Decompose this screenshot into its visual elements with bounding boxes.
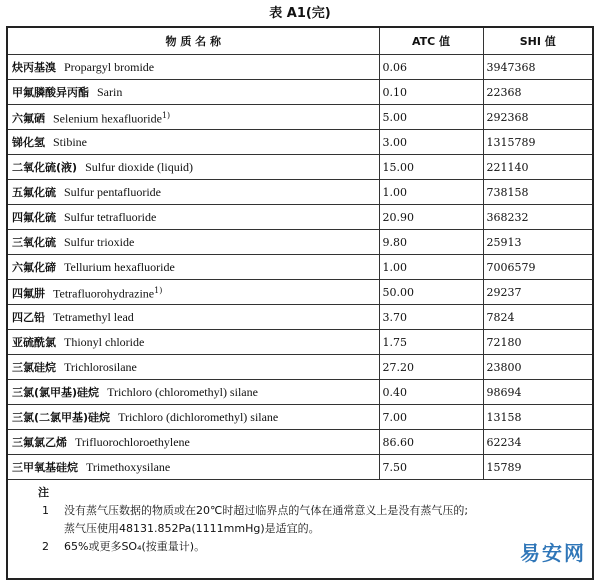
table-row — [7, 105, 593, 130]
substance-name-cell — [7, 80, 379, 105]
substance-name-en: Propargyl bromide — [64, 59, 155, 74]
note-1-text: 没有蒸气压数据的物质或在20℃时超过临界点的气体在通常意义上是没有蒸气压的; — [64, 504, 469, 517]
shi-value: 368232 — [483, 205, 593, 230]
footnote-marker: 1) — [161, 110, 171, 120]
substance-name-cn: 锑化氢 — [12, 135, 45, 149]
table-title: 表 A1(完) — [269, 6, 331, 21]
atc-value: 1.75 — [379, 330, 483, 355]
footnote-marker: 1) — [154, 285, 163, 295]
substance-name-cn: 三甲氧基硅烷 — [12, 460, 78, 474]
table-row — [7, 330, 593, 355]
shi-value: 292368 — [483, 105, 593, 130]
substance-name-cn: 六氟硒 — [12, 112, 45, 126]
substance-name-cell — [7, 230, 379, 255]
substance-name-cn: 四氟肼 — [12, 287, 45, 301]
atc-value: 50.00 — [379, 280, 483, 305]
shi-value: 738158 — [483, 180, 593, 205]
substance-name-en: Trifluorochloroethylene — [75, 434, 190, 449]
table-header-row — [7, 27, 593, 55]
substance-name-cn: 五氟化硫 — [12, 185, 56, 199]
atc-value: 20.90 — [379, 205, 483, 230]
shi-value: 221140 — [483, 155, 593, 180]
table-row — [7, 430, 593, 455]
atc-value: 7.50 — [379, 455, 483, 480]
substance-name-cell — [7, 355, 379, 380]
substance-name-en: Sulfur dioxide (liquid) — [85, 159, 194, 174]
shi-value: 3947368 — [483, 55, 593, 80]
substance-name-cell — [7, 455, 379, 480]
substance-name-en: Trichloro (chloromethyl) silane — [107, 384, 258, 399]
substance-name-cell — [7, 430, 379, 455]
table-row — [7, 280, 593, 305]
table-row — [7, 80, 593, 105]
table-row — [7, 255, 593, 280]
site-watermark: 易安网 — [520, 541, 586, 565]
substance-name-cell — [7, 305, 379, 330]
substance-name-en: Sulfur tetrafluoride — [64, 209, 157, 224]
substance-name-cn: 四乙铅 — [12, 310, 45, 324]
table-row — [7, 205, 593, 230]
substance-name-cn: 三氟氯乙烯 — [12, 435, 67, 449]
substance-name-cell — [7, 105, 379, 130]
shi-value: 13158 — [483, 405, 593, 430]
atc-value: 1.00 — [379, 255, 483, 280]
note-1-continued — [64, 522, 588, 535]
substance-name-en: Selenium hexafluoride — [53, 111, 162, 126]
note-1-number: 1 — [42, 504, 49, 517]
table-row — [7, 405, 593, 430]
atc-value: 7.00 — [379, 405, 483, 430]
table-row — [7, 155, 593, 180]
atc-value: 3.70 — [379, 305, 483, 330]
notes-cell — [7, 480, 593, 580]
shi-value: 98694 — [483, 380, 593, 405]
atc-value: 27.20 — [379, 355, 483, 380]
header-atc: ATC 值 — [379, 27, 483, 55]
header-name: 物 质 名 称 — [7, 27, 379, 55]
substance-name-cell — [7, 130, 379, 155]
table-row — [7, 305, 593, 330]
substance-name-cn: 炔丙基溴 — [12, 60, 56, 74]
note-2 — [12, 540, 588, 553]
substance-name-en: Sulfur trioxide — [64, 234, 135, 249]
note-1 — [12, 504, 588, 517]
atc-value: 0.10 — [379, 80, 483, 105]
atc-value: 5.00 — [379, 105, 483, 130]
table-row — [7, 55, 593, 80]
substance-name-cell — [7, 330, 379, 355]
substance-name-en: Stibine — [53, 134, 88, 149]
substance-name-en: Tetrafluorohydrazine — [53, 286, 155, 301]
substance-name-en: Trimethoxysilane — [86, 459, 171, 474]
substance-name-cn: 三氯硅烷 — [12, 360, 56, 374]
shi-value: 7824 — [483, 305, 593, 330]
substance-name-cell — [7, 280, 379, 305]
shi-value: 7006579 — [483, 255, 593, 280]
substance-name-cn: 四氟化硫 — [12, 210, 56, 224]
shi-value: 29237 — [483, 280, 593, 305]
substance-name-cn: 亚硫酰氯 — [12, 335, 56, 349]
notes-label: 注 — [38, 486, 49, 499]
atc-value: 0.40 — [379, 380, 483, 405]
note-2-number: 2 — [42, 540, 49, 553]
shi-value: 15789 — [483, 455, 593, 480]
substance-name-cn: 三氯(氯甲基)硅烷 — [12, 385, 100, 399]
substance-name-en: Tellurium hexafluoride — [64, 259, 175, 274]
shi-value: 25913 — [483, 230, 593, 255]
substance-name-cn: 甲氟膦酸异丙酯 — [12, 85, 89, 99]
substance-name-cell — [7, 380, 379, 405]
substance-name-cn: 二氧化硫(液) — [12, 160, 78, 174]
table-row — [7, 230, 593, 255]
substance-name-cell — [7, 405, 379, 430]
table-row — [7, 355, 593, 380]
substance-name-cell — [7, 55, 379, 80]
note-1b-text: 蒸气压使用48131.852Pa(1111mmHg)是适宜的。 — [64, 522, 320, 535]
table-row — [7, 380, 593, 405]
substance-name-cn: 三氧化硫 — [12, 235, 56, 249]
substance-name-cell — [7, 205, 379, 230]
table-row — [7, 180, 593, 205]
table-row — [7, 130, 593, 155]
substance-name-cell — [7, 155, 379, 180]
shi-value: 23800 — [483, 355, 593, 380]
atc-value: 1.00 — [379, 180, 483, 205]
substance-name-en: Trichlorosilane — [64, 359, 137, 374]
substance-name-en: Tetramethyl lead — [53, 309, 134, 324]
substance-name-en: Thionyl chloride — [64, 334, 145, 349]
header-shi: SHI 值 — [483, 27, 593, 55]
shi-value: 72180 — [483, 330, 593, 355]
atc-value: 0.06 — [379, 55, 483, 80]
atc-value: 15.00 — [379, 155, 483, 180]
substance-name-cell — [7, 180, 379, 205]
shi-value: 22368 — [483, 80, 593, 105]
substance-name-en: Sulfur pentafluoride — [64, 184, 161, 199]
shi-value: 1315789 — [483, 130, 593, 155]
substance-name-cn: 六氟化碲 — [12, 260, 56, 274]
atc-value: 86.60 — [379, 430, 483, 455]
atc-value: 3.00 — [379, 130, 483, 155]
table-row — [7, 455, 593, 480]
substance-name-en: Trichloro (dichloromethyl) silane — [118, 409, 279, 424]
note-2-text: 65%或更多SO₄(按重量计)。 — [64, 540, 206, 553]
notes-row — [7, 480, 593, 580]
substance-table — [6, 26, 594, 580]
shi-value: 62234 — [483, 430, 593, 455]
atc-value: 9.80 — [379, 230, 483, 255]
substance-name-en: Sarin — [97, 84, 123, 99]
substance-name-cn: 三氯(二氯甲基)硅烷 — [12, 410, 111, 424]
substance-name-cell — [7, 255, 379, 280]
